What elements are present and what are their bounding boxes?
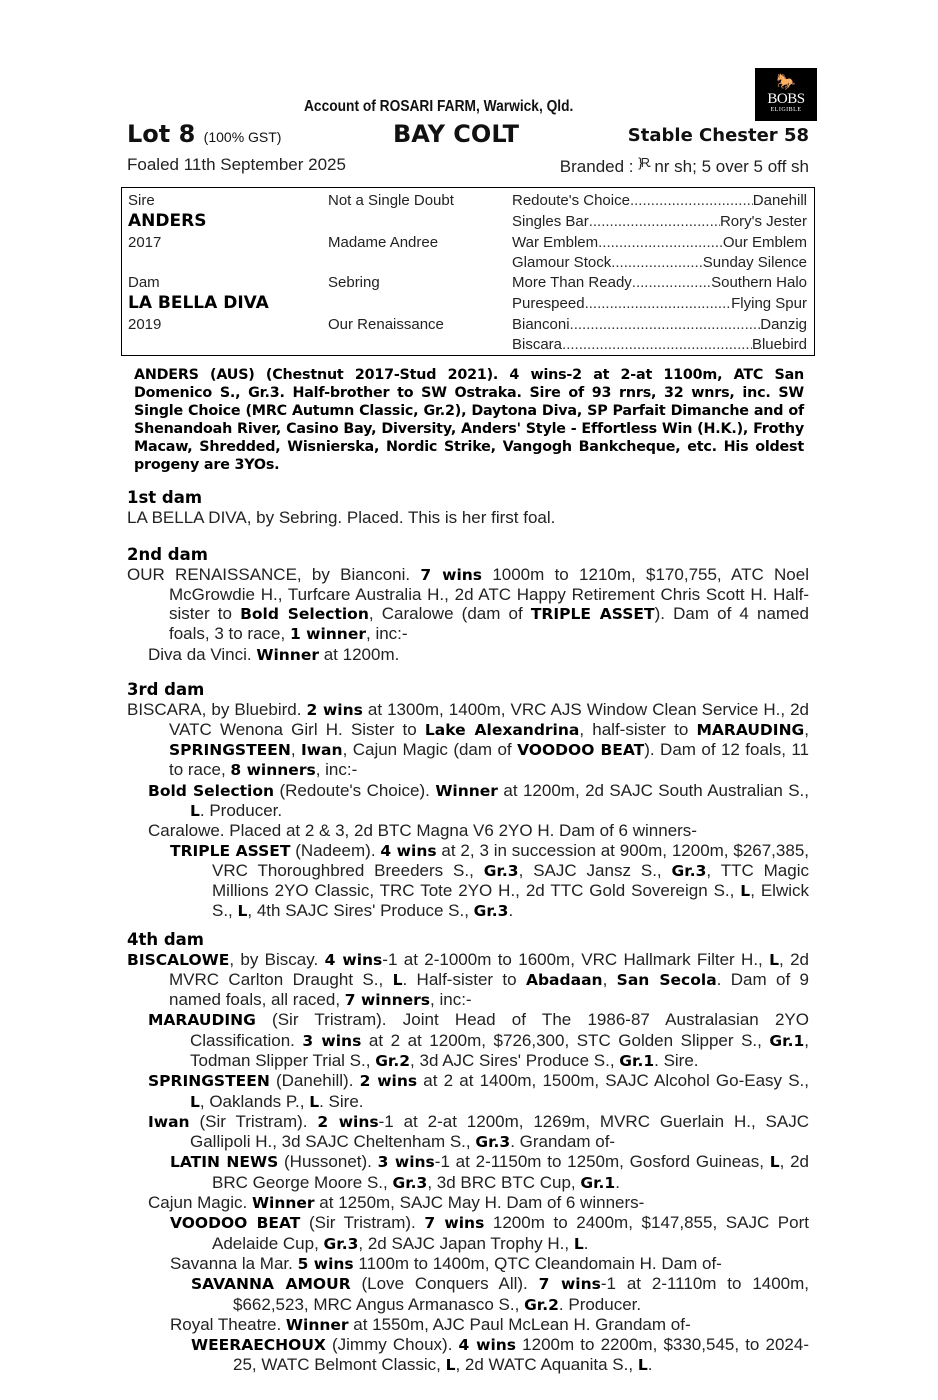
logo-subtext: ELIGIBLE: [770, 107, 802, 113]
grandparent-row: More Than Ready ..... Southern Halo: [512, 274, 807, 291]
progeny-paragraph: Bold Selection (Redoute's Choice). Winner at 1200m, 2d SAJC South Australian S., L. Producer.: [148, 780, 809, 820]
vendor-account: Account of ROSARI FARM, Warwick, Qld.: [304, 98, 574, 115]
dam-sire: Sebring: [328, 274, 380, 291]
progeny-paragraph: SPRINGSTEEN (Danehill). 2 wins at 2 at 1400m, 1500m, SAJC Alcohol Go-Easy S., L, Oaklands P., L. Sire.: [148, 1071, 809, 1111]
brand-mark-icon: }R.: [638, 155, 650, 170]
gst-note: (100% GST): [203, 129, 282, 145]
progeny-paragraph: VOODOO BEAT (Sir Tristram). 7 wins 1200m to 2400m, $147,855, SAJC Port Adelaide Cup, Gr.3, 2d SAJC Japan Trophy H., L.: [170, 1213, 809, 1253]
dam-paragraph: LA BELLA DIVA, by Sebring. Placed. This is her first foal.: [127, 507, 556, 527]
sire-dam: Madame Andree: [328, 234, 439, 251]
bobs-eligible-logo: [755, 68, 817, 121]
grandparent-row: Biscara ..... Bluebird: [512, 336, 807, 353]
foaled-date: Foaled 11th September 2025: [127, 155, 346, 174]
sire-sire: Not a Single Doubt: [328, 192, 454, 209]
dam-paragraph: BISCARA, by Bluebird. 2 wins at 1300m, 1400m, VRC AJS Window Clean Service H., 2d VATC Wenona Girl H. Sister to Lake Alexandrina, half-sister to MARAUDING, SPRINGSTEEN, Iwan, Cajun Magic (dam of VOODOO BEAT). Dam of 12 foals, 11 to race, 8 winners, inc:-: [127, 699, 810, 780]
progeny-paragraph: WEERAECHOUX (Jimmy Choux). 4 wins 1200m to 2200m, $330,545, to 2024-25, WATC Belmont Classic, L, 2d WATC Aquanita S., L.: [191, 1335, 809, 1375]
progeny-paragraph: Royal Theatre. Winner at 1550m, AJC Paul McLean H. Grandam of-: [170, 1314, 691, 1334]
section-heading: 3rd dam: [127, 680, 205, 699]
logo-text: BOBS: [767, 91, 805, 107]
first-dam-section: [127, 488, 809, 527]
second-dam-section: [127, 545, 809, 665]
lot-number: Lot 8 (100% GST): [127, 120, 282, 148]
horse-description: BAY COLT: [393, 120, 520, 148]
dam-paragraph: BISCALOWE, by Biscay. 4 wins-1 at 2-1000m to 1600m, VRC Hallmark Filter H., L, 2d MVRC Carlton Draught S., L. Half-sister to Abadaan, San Secola. Dam of 9 named foals, all raced, 7 winners, inc:-: [127, 949, 810, 1010]
sire-description: ANDERS (AUS) (Chestnut 2017-Stud 2021). 4 wins-2 at 2-at 1100m, ATC San Domenico S., Gr.3. Half-brother to SW Ostraka. Sire of 93 rnrs, 32 wnrs, inc. SW Single Choice (MRC Autumn Classic, Gr.2), Daytona Diva, SP Parfait Dimanche and of Shenandoah River, Casino Bay, Diversity, Anders' Style - Effortless Win (H.K.), Frothy Macaw, Shredded, Wisnierska, Nordic Strike, Vangogh Bankcheque, etc. His oldest progeny are 3YOs.: [134, 367, 804, 473]
lot-line: [127, 120, 809, 150]
progeny-paragraph: Caralowe. Placed at 2 & 3, 2d BTC Magna V6 2YO H. Dam of 6 winners-: [148, 821, 697, 841]
dam-name: LA BELLA DIVA: [128, 293, 269, 313]
fourth-dam-section: [127, 930, 809, 1376]
sire-name: ANDERS: [128, 211, 207, 231]
progeny-paragraph: SAVANNA AMOUR (Love Conquers All). 7 wins-1 at 2-1110m to 1400m, $662,523, MRC Angus Armanasco S., Gr.2. Producer.: [191, 1274, 810, 1314]
dam-label: Dam: [128, 274, 160, 291]
stable-location: Stable Chester 58: [627, 125, 809, 146]
grandparent-row: War Emblem ..... Our Emblem: [512, 234, 807, 251]
horse-head-icon: 🐎: [776, 74, 796, 91]
brand-info: Branded : $^{\}R.}$ nr sh; 5 over 5 off sh: [559, 155, 809, 176]
third-dam-section: [127, 680, 809, 922]
pedigree-table: [121, 187, 815, 356]
sire-year: 2017: [128, 234, 162, 251]
dam-year: 2019: [128, 316, 162, 333]
section-heading: 1st dam: [127, 488, 203, 507]
grandparent-row: Purespeed ..... Flying Spur: [512, 295, 807, 312]
dam-dam: Our Renaissance: [328, 316, 444, 333]
progeny-paragraph: Iwan (Sir Tristram). 2 wins-1 at 2-at 1200m, 1269m, MVRC Guerlain H., SAJC Gallipoli H., 3d SAJC Cheltenham S., Gr.3. Grandam of-: [148, 1111, 809, 1152]
grandparent-row: Glamour Stock ..... Sunday Silence: [512, 254, 807, 271]
grandparent-row: Singles Bar ..... Rory's Jester: [512, 213, 807, 230]
grandparent-row: Bianconi ..... Danzig: [512, 316, 807, 333]
progeny-paragraph: Savanna la Mar. 5 wins 1100m to 1400m, QTC Cleandomain H. Dam of-: [170, 1253, 722, 1273]
progeny-paragraph: MARAUDING (Sir Tristram). Joint Head of The 1986-87 Australasian 2YO Classification. 3 wins at 2 at 1200m, $726,300, STC Golden Slipper S., Gr.1, Todman Slipper Trial S., Gr.2, 3d AJC Sires' Produce S., Gr.1. Sire.: [148, 1010, 809, 1070]
progeny-paragraph: TRIPLE ASSET (Nadeem). 4 wins at 2, 3 in succession at 900m, 1200m, $267,385, VRC Thoroughbred Breeders S., Gr.3, SAJC Jansz S., Gr.3, TTC Magic Millions 2YO Classic, TRC Tote 2YO H., 2d TTC Gold Sovereign S., L, Elwick S., L, 4th SAJC Sires' Produce S., Gr.3.: [170, 840, 809, 921]
section-heading: 2nd dam: [127, 545, 208, 564]
sire-label: Sire: [128, 192, 155, 209]
dam-paragraph: OUR RENAISSANCE, by Bianconi. 7 wins 1000m to 1210m, $170,755, ATC Noel McGrowdie H., Turfcare Australia H., 2d ATC Happy Retirement Chris Scott H. Half-sister to Bold Selection, Caralowe (dam of TRIPLE ASSET). Dam of 4 named foals, 3 to race, 1 winner, inc:-: [127, 564, 809, 644]
progeny-paragraph: Diva da Vinci. Winner at 1200m.: [148, 644, 400, 664]
progeny-paragraph: LATIN NEWS (Hussonet). 3 wins-1 at 2-1150m to 1250m, Gosford Guineas, L, 2d BRC George Moore S., Gr.3, 3d BRC BTC Cup, Gr.1.: [170, 1152, 809, 1192]
section-heading: 4th dam: [127, 930, 204, 949]
grandparent-row: Redoute's Choice ..... Danehill: [512, 192, 807, 209]
progeny-paragraph: Cajun Magic. Winner at 1250m, SAJC May H. Dam of 6 winners-: [148, 1193, 645, 1213]
